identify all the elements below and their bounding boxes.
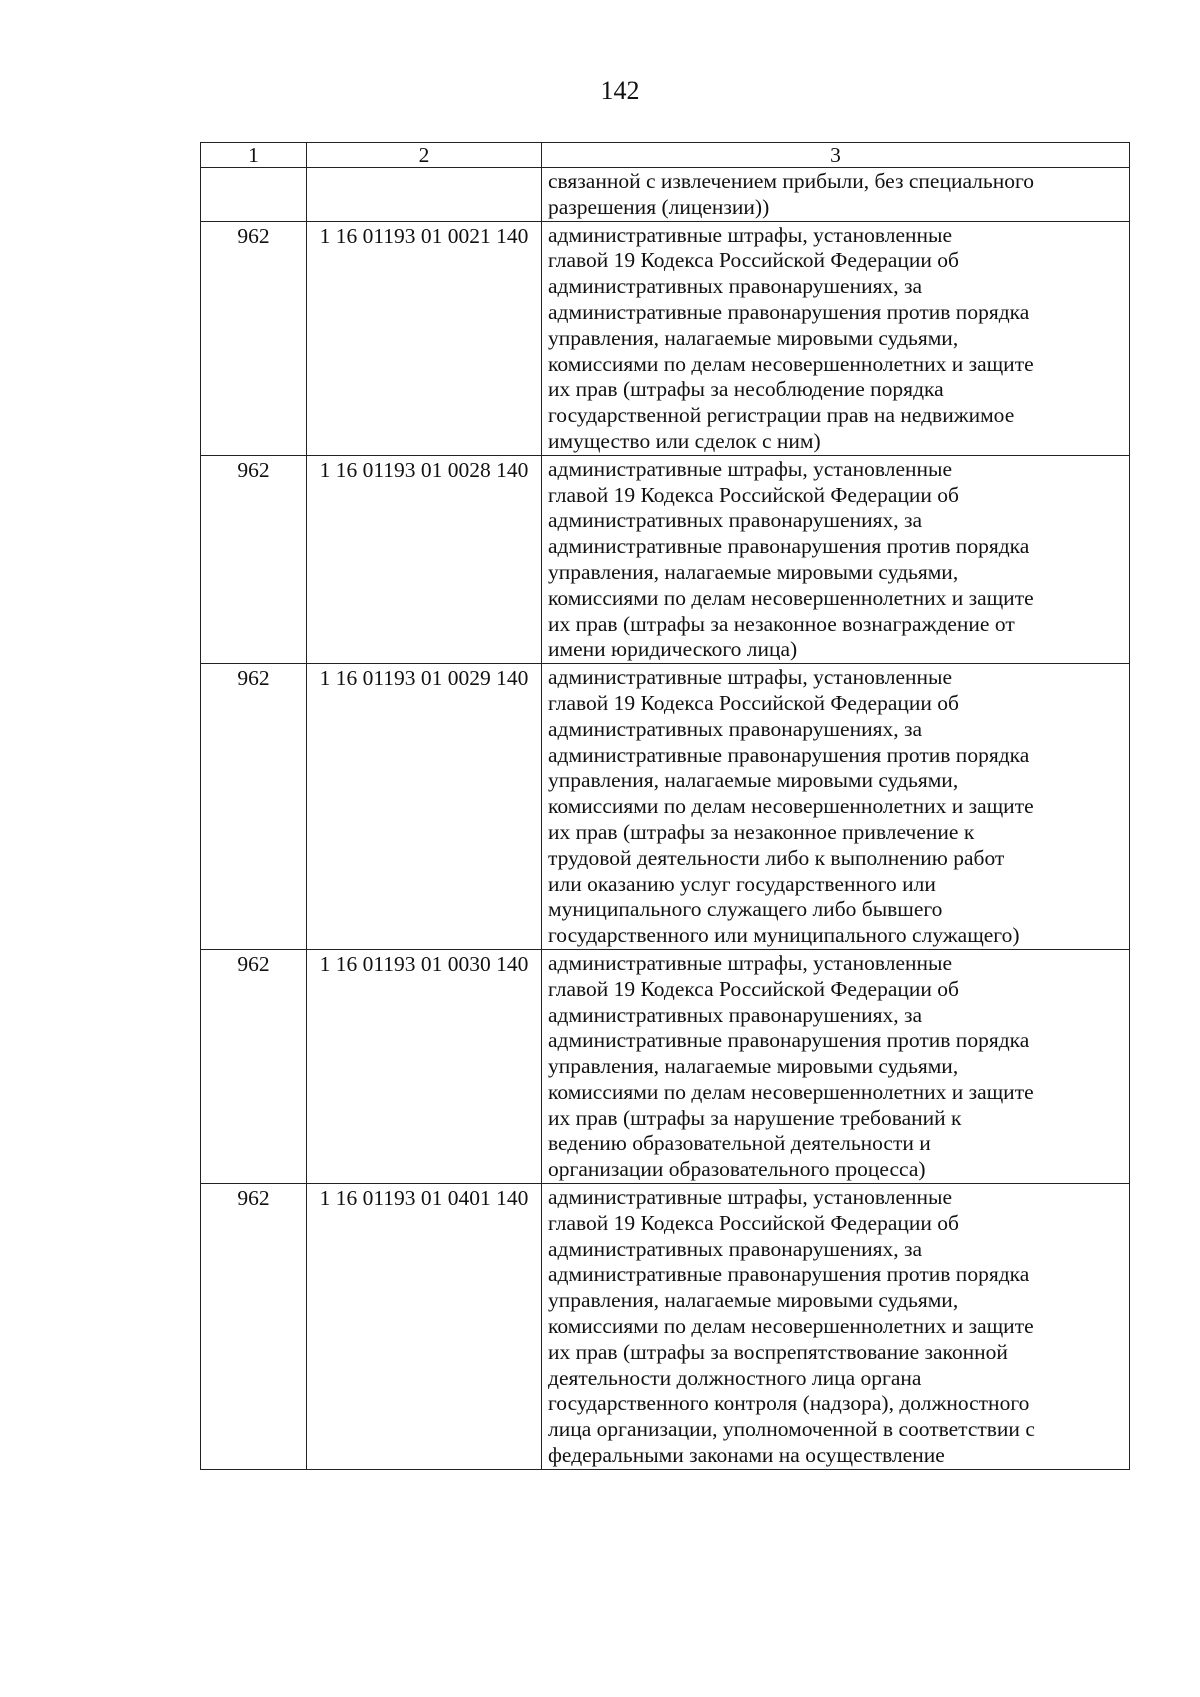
admin-code-cell: 962 — [201, 949, 307, 1183]
budget-code-cell: 1 16 01193 01 0030 140 — [307, 949, 542, 1183]
header-row — [201, 143, 1130, 168]
description-cell: административные штрафы, установленные главой 19 Кодекса Российской Федерации об административных правонарушениях, за административные правонарушения против порядка управления, налагаемые мировыми судьями, комиссиями по делам несовершеннолетних и защите их прав (штрафы за незаконное вознаграждение от имени юридического лица) — [542, 455, 1130, 663]
header-col-3: 3 — [542, 143, 1130, 168]
table-row — [201, 221, 1130, 455]
admin-code-cell — [201, 168, 307, 222]
page-number: 142 — [600, 76, 640, 105]
header-col-2: 2 — [307, 143, 542, 168]
budget-code-cell: 1 16 01193 01 0029 140 — [307, 664, 542, 950]
budget-code-cell: 1 16 01193 01 0028 140 — [307, 455, 542, 663]
table-header — [201, 143, 1130, 168]
description-cell: административные штрафы, установленные главой 19 Кодекса Российской Федерации об административных правонарушениях, за административные правонарушения против порядка управления, налагаемые мировыми судьями, комиссиями по делам несовершеннолетних и защите их прав (штрафы за воспрепятствование законной деятельности должностного лица органа государственного контроля (надзора), должностного лица организации, уполномоченной в соответствии с федеральными законами на осуществление — [542, 1184, 1130, 1470]
table-row — [201, 168, 1130, 222]
header-col-1: 1 — [201, 143, 307, 168]
description-cell: административные штрафы, установленные главой 19 Кодекса Российской Федерации об административных правонарушениях, за административные правонарушения против порядка управления, налагаемые мировыми судьями, комиссиями по делам несовершеннолетних и защите их прав (штрафы за несоблюдение порядка государственной регистрации прав на недвижимое имущество или сделок с ним) — [542, 221, 1130, 455]
admin-code-cell: 962 — [201, 664, 307, 950]
description-cell: административные штрафы, установленные главой 19 Кодекса Российской Федерации об административных правонарушениях, за административные правонарушения против порядка управления, налагаемые мировыми судьями, комиссиями по делам несовершеннолетних и защите их прав (штрафы за незаконное привлечение к трудовой деятельности либо к выполнению работ или оказанию услуг государственного или муниципального служащего либо бывшего государственного или муниципального служащего) — [542, 664, 1130, 950]
budget-code-cell: 1 16 01193 01 0021 140 — [307, 221, 542, 455]
admin-code-cell: 962 — [201, 455, 307, 663]
budget-code-table — [200, 142, 1130, 1470]
budget-code-cell — [307, 168, 542, 222]
table-row — [201, 455, 1130, 663]
table-row — [201, 1184, 1130, 1470]
admin-code-cell: 962 — [201, 221, 307, 455]
description-cell: административные штрафы, установленные главой 19 Кодекса Российской Федерации об административных правонарушениях, за административные правонарушения против порядка управления, налагаемые мировыми судьями, комиссиями по делам несовершеннолетних и защите их прав (штрафы за нарушение требований к ведению образовательной деятельности и организации образовательного процесса) — [542, 949, 1130, 1183]
budget-code-cell: 1 16 01193 01 0401 140 — [307, 1184, 542, 1470]
admin-code-cell: 962 — [201, 1184, 307, 1470]
description-cell: связанной с извлечением прибыли, без специального разрешения (лицензии)) — [542, 168, 1130, 222]
table-row — [201, 949, 1130, 1183]
table-row — [201, 664, 1130, 950]
